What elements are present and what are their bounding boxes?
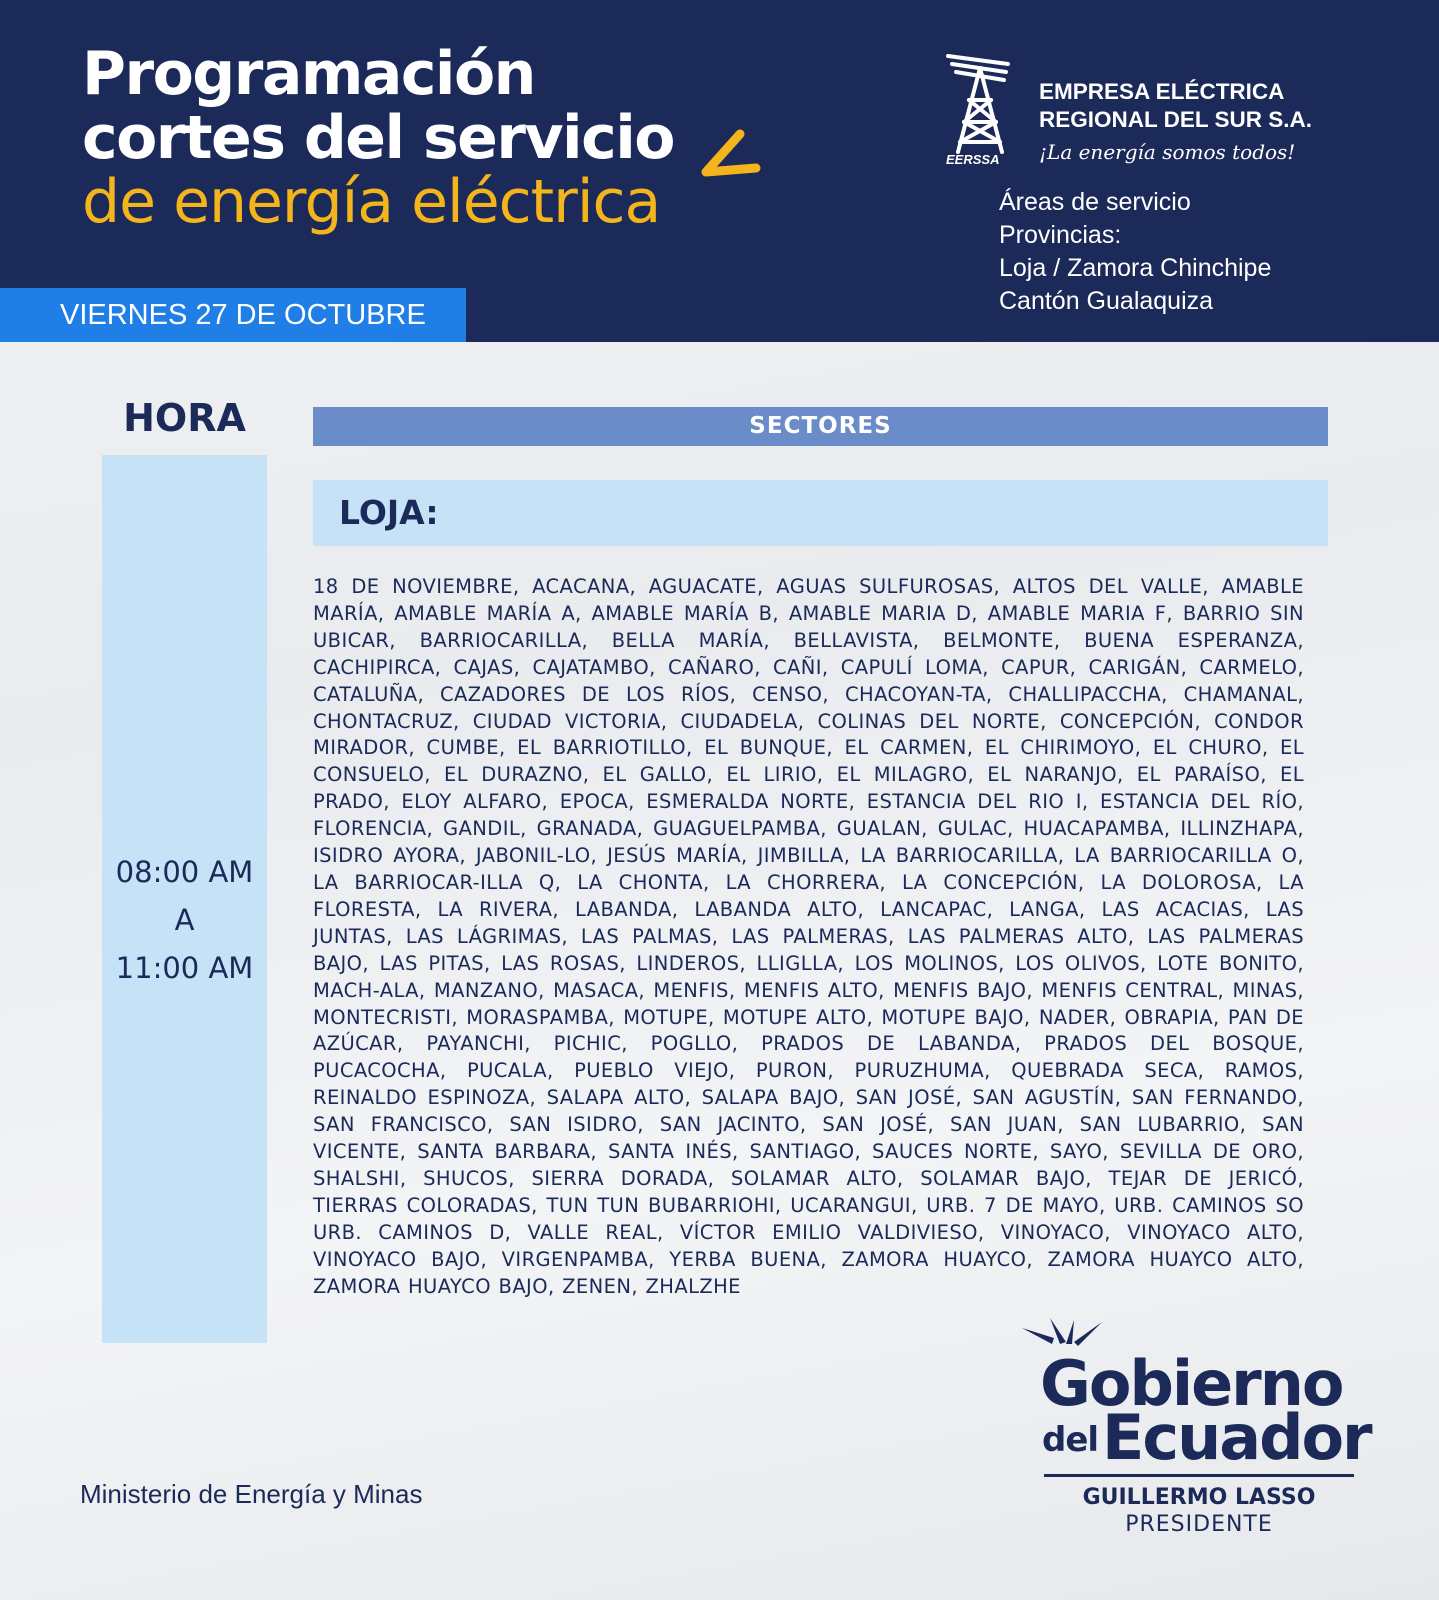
areas-line-1: Áreas de servicio: [999, 188, 1191, 216]
areas-line-2: Provincias:: [999, 221, 1122, 249]
areas-line-3: Loja / Zamora Chinchipe: [999, 254, 1272, 282]
date-banner: VIERNES 27 DE OCTUBRE: [0, 288, 466, 342]
company-slogan: ¡La energía somos todos!: [1039, 140, 1296, 164]
title-line-3: de energía eléctrica: [82, 167, 661, 237]
province-header: LOJA:: [313, 480, 1328, 546]
gobierno-divider: [1044, 1474, 1354, 1477]
time-start: 08:00 AM: [115, 855, 254, 889]
transmission-tower-icon: [944, 50, 1016, 162]
company-brand: EERSSA: [946, 152, 1000, 167]
title-line-2: cortes del servicio: [82, 103, 674, 173]
gobierno-logo-ecuador: Ecuador: [1102, 1401, 1371, 1474]
hora-header: HORA: [123, 396, 246, 440]
gobierno-logo-text: Gobierno: [1040, 1347, 1343, 1420]
president-name: GUILLERMO LASSO: [1082, 1485, 1316, 1510]
page-title: [82, 39, 674, 237]
time-end: 11:00 AM: [115, 951, 254, 985]
company-name-line-2: REGIONAL DEL SUR S.A.: [1039, 107, 1312, 132]
time-range: [102, 848, 267, 992]
time-separator: A: [174, 903, 195, 937]
sectores-header: SECTORES: [313, 407, 1328, 446]
title-line-1: Programación: [82, 39, 535, 109]
ministerio-label: Ministerio de Energía y Minas: [80, 1479, 423, 1509]
areas-line-4: Cantón Gualaquiza: [999, 287, 1214, 315]
service-areas: [999, 186, 1271, 318]
company-name-line-1: EMPRESA ELÉCTRICA: [1039, 79, 1285, 104]
accent-stroke-icon: [700, 128, 762, 178]
company-name: [1039, 78, 1312, 134]
sectors-list: 18 DE NOVIEMBRE, ACACANA, AGUACATE, AGUAS SULFUROSAS, ALTOS DEL VALLE, AMABLE MARÍA, AMABLE MARÍA A, AMABLE MARÍA B, AMABLE MARIA D, AMABLE MARIA F, BARRIO SIN UBICAR, BARRIOCARILLA, BELLA MARÍA, BELLAVISTA, BELMONTE, BUENA ESPERANZA, CACHIPIRCA, CAJAS, CAJATAMBO, CAÑARO, CAÑI, CAPULÍ LOMA, CAPUR, CARIGÁN, CARMELO, CATALUÑA, CAZADORES DE LOS RÍOS, CENSO, CHACOYAN-TA, CHALLIPACCHA, CHAMANAL, CHONTACRUZ, CIUDAD VICTORIA, CIUDADELA, COLINAS DEL NORTE, CONCEPCIÓN, CONDOR MIRADOR, CUMBE, EL BARRIOTILLO, EL BUNQUE, EL CARMEN, EL CHIRIMOYO, EL CHURO, EL CONSUELO, EL DURAZNO, EL GALLO, EL LIRIO, EL MILAGRO, EL NARANJO, EL PARAÍSO, EL PRADO, ELOY ALFARO, EPOCA, ESMERALDA NORTE, ESTANCIA DEL RIO I, ESTANCIA DEL RÍO, FLORENCIA, GANDIL, GRANADA, GUAGUELPAMBA, GUALAN, GULAC, HUACAPAMBA, ILLINZHAPA, ISIDRO AYORA, JABONIL-LO, JESÚS MARÍA, JIMBILLA, LA BARRIOCARILLA, LA BARRIOCARILLA O, LA BARRIOCAR-ILLA Q, LA CHONTA, LA CHORRERA, LA CONCEPCIÓN, LA DOLOROSA, LA FLORESTA, LA RIVERA, LABANDA, LABANDA ALTO, LANCAPAC, LANGA, LAS ACACIAS, LAS JUNTAS, LAS LÁGRIMAS, LAS PALMAS, LAS PALMERAS, LAS PALMERAS ALTO, LAS PALMERAS BAJO, LAS PITAS, LAS ROSAS, LINDEROS, LLIGLLA, LOS MOLINOS, LOS OLIVOS, LOTE BONITO, MACH-ALA, MANZANO, MASACA, MENFIS, MENFIS ALTO, MENFIS BAJO, MENFIS CENTRAL, MINAS, MONTECRISTI, MORASPAMBA, MOTUPE, MOTUPE ALTO, MOTUPE BAJO, NADER, OBRAPIA, PAN DE AZÚCAR, PAYANCHI, PICHIC, POGLLO, PRADOS DE LABANDA, PRADOS DEL BOSQUE, PUCACOCHA, PUCALA, PUEBLO VIEJO, PURON, PURUZHUMA, QUEBRADA SECA, RAMOS, REINALDO ESPINOZA, SALAPA ALTO, SALAPA BAJO, SAN JOSÉ, SAN AGUSTÍN, SAN FERNANDO, SAN FRANCISCO, SAN ISIDRO, SAN JACINTO, SAN JOSÉ, SAN JUAN, SAN LUBARRIO, SAN VICENTE, SANTA BARBARA, SANTA INÉS, SANTIAGO, SAUCES NORTE, SAYO, SEVILLA DE ORO, SHALSHI, SHUCOS, SIERRA DORADA, SOLAMAR ALTO, SOLAMAR BAJO, TEJAR DE JERICÓ, TIERRAS COLORADAS, TUN TUN BUBARRIOHI, UCARANGUI, URB. 7 DE MAYO, URB. CAMINOS SO URB. CAMINOS D, VALLE REAL, VÍCTOR EMILIO VALDIVIESO, VINOYACO, VINOYACO ALTO, VINOYACO BAJO, VIRGENPAMBA, YERBA BUENA, ZAMORA HUAYCO, ZAMORA HUAYCO ALTO, ZAMORA HUAYCO BAJO, ZENEN, ZHALZHE: [313, 575, 1304, 1298]
president-title: PRESIDENTE: [1125, 1512, 1273, 1537]
gobierno-logo-del: del: [1042, 1420, 1099, 1460]
